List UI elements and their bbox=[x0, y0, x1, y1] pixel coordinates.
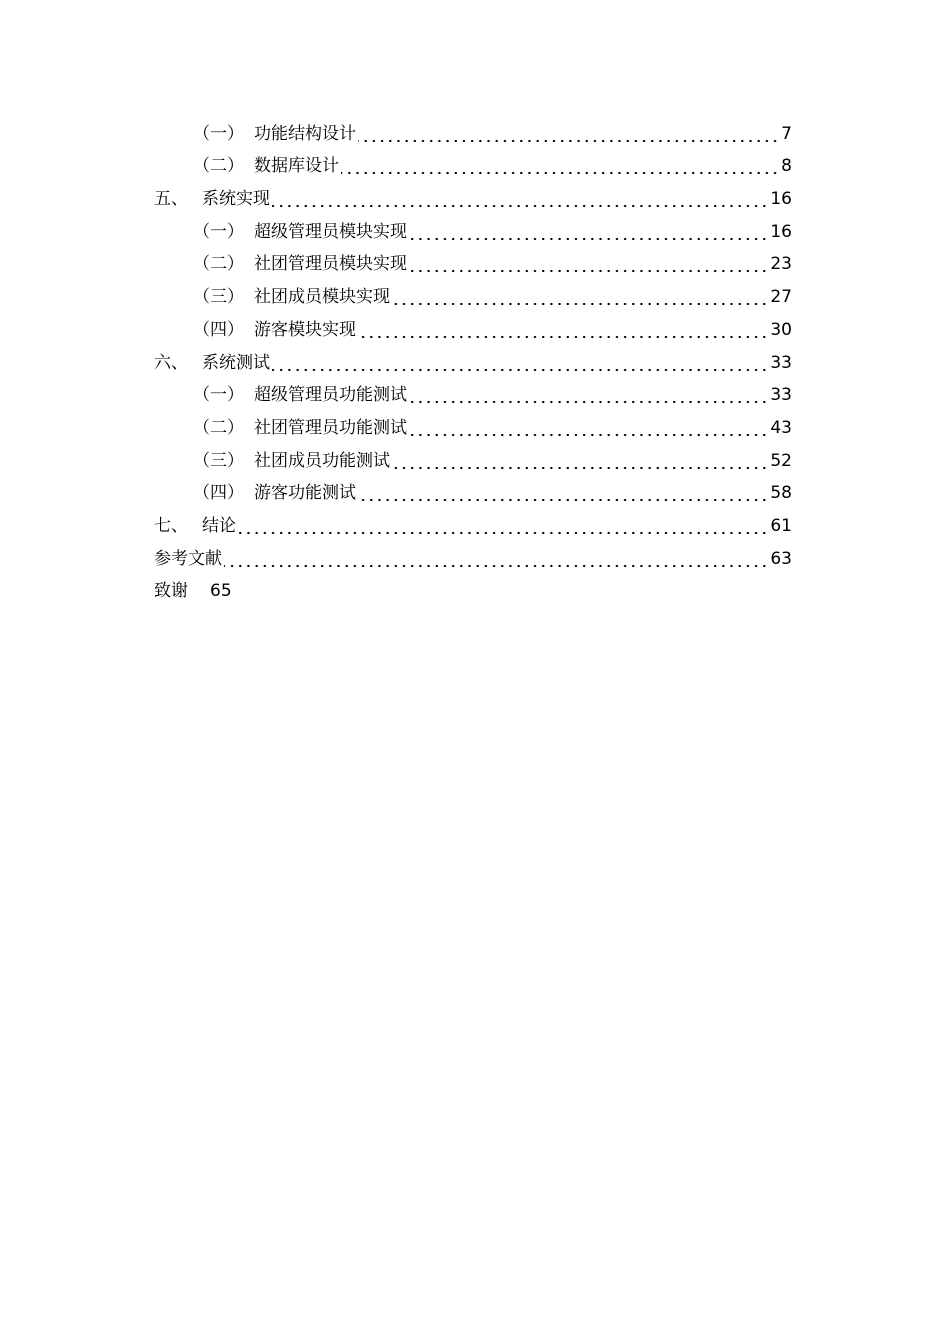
toc-entry-page: 63 bbox=[770, 548, 792, 569]
toc-entry-page: 58 bbox=[770, 483, 792, 504]
toc-entry-page: 65 bbox=[210, 581, 232, 602]
toc-entry-number: （一） bbox=[193, 123, 244, 144]
dot-leader bbox=[238, 516, 768, 536]
toc-entry-title: 致谢 bbox=[154, 581, 188, 602]
toc-entry-page: 7 bbox=[781, 123, 792, 144]
toc-entry-title: 超级管理员功能测试 bbox=[254, 385, 407, 406]
toc-entry-page: 33 bbox=[770, 352, 792, 373]
toc-entry[interactable] bbox=[154, 144, 792, 177]
toc-entry[interactable] bbox=[154, 176, 792, 209]
toc-entry[interactable] bbox=[154, 536, 792, 569]
toc-entry-page: 8 bbox=[781, 156, 792, 177]
toc-entry-number: （四） bbox=[193, 483, 244, 504]
toc-entry[interactable] bbox=[154, 111, 792, 144]
toc-entry-title: 游客模块实现 bbox=[254, 319, 356, 340]
dot-leader bbox=[358, 483, 768, 503]
toc-entry-page: 61 bbox=[770, 515, 792, 536]
toc-entry-number: （一） bbox=[193, 385, 244, 406]
toc-entry-title: 社团管理员功能测试 bbox=[254, 417, 407, 438]
toc-entry-number: 五、 bbox=[154, 189, 188, 210]
toc-entry[interactable] bbox=[154, 340, 792, 373]
table-of-contents bbox=[154, 111, 792, 601]
toc-entry-title: 社团管理员模块实现 bbox=[254, 254, 407, 275]
toc-entry-number: （二） bbox=[193, 417, 244, 438]
dot-leader bbox=[358, 320, 768, 340]
toc-entry[interactable] bbox=[154, 405, 792, 438]
toc-entry[interactable] bbox=[154, 274, 792, 307]
toc-entry-page: 27 bbox=[770, 287, 792, 308]
toc-entry-title: 系统实现 bbox=[202, 189, 270, 210]
toc-entry[interactable] bbox=[154, 471, 792, 504]
toc-entry-title: 系统测试 bbox=[202, 352, 270, 373]
toc-entry-number: （三） bbox=[193, 450, 244, 471]
toc-entry[interactable] bbox=[154, 209, 792, 242]
dot-leader bbox=[224, 549, 768, 569]
toc-entry-number: 七、 bbox=[154, 515, 188, 536]
toc-entry-number: 六、 bbox=[154, 352, 188, 373]
dot-leader bbox=[272, 189, 768, 209]
toc-entry-title: 超级管理员模块实现 bbox=[254, 221, 407, 242]
toc-entry[interactable] bbox=[154, 569, 792, 602]
toc-entry-page: 23 bbox=[770, 254, 792, 275]
toc-entry-page: 30 bbox=[770, 319, 792, 340]
dot-leader bbox=[272, 353, 768, 373]
toc-entry-title: 游客功能测试 bbox=[254, 483, 356, 504]
toc-entry-number: （三） bbox=[193, 287, 244, 308]
toc-entry-number: （二） bbox=[193, 156, 244, 177]
toc-entry[interactable] bbox=[154, 503, 792, 536]
dot-leader bbox=[341, 156, 779, 176]
toc-entry-page: 43 bbox=[770, 417, 792, 438]
toc-entry-number: （四） bbox=[193, 319, 244, 340]
toc-entry-page: 16 bbox=[770, 221, 792, 242]
toc-entry-title: 参考文献 bbox=[154, 548, 222, 569]
dot-leader bbox=[358, 124, 779, 144]
toc-entry-title: 数据库设计 bbox=[254, 156, 339, 177]
toc-entry-title: 社团成员模块实现 bbox=[254, 287, 390, 308]
toc-entry[interactable] bbox=[154, 307, 792, 340]
toc-entry-title: 结论 bbox=[202, 515, 236, 536]
toc-entry-page: 16 bbox=[770, 189, 792, 210]
toc-entry-title: 功能结构设计 bbox=[254, 123, 356, 144]
toc-entry[interactable] bbox=[154, 373, 792, 406]
toc-entry[interactable] bbox=[154, 438, 792, 471]
toc-entry-number: （一） bbox=[193, 221, 244, 242]
dot-leader bbox=[392, 287, 768, 307]
dot-leader bbox=[409, 385, 768, 405]
dot-leader bbox=[409, 254, 768, 274]
toc-entry-page: 33 bbox=[770, 385, 792, 406]
dot-leader bbox=[409, 418, 768, 438]
toc-entry-number: （二） bbox=[193, 254, 244, 275]
dot-leader bbox=[409, 222, 768, 242]
toc-entry[interactable] bbox=[154, 242, 792, 275]
dot-leader bbox=[392, 451, 768, 471]
toc-entry-title: 社团成员功能测试 bbox=[254, 450, 390, 471]
toc-entry-page: 52 bbox=[770, 450, 792, 471]
